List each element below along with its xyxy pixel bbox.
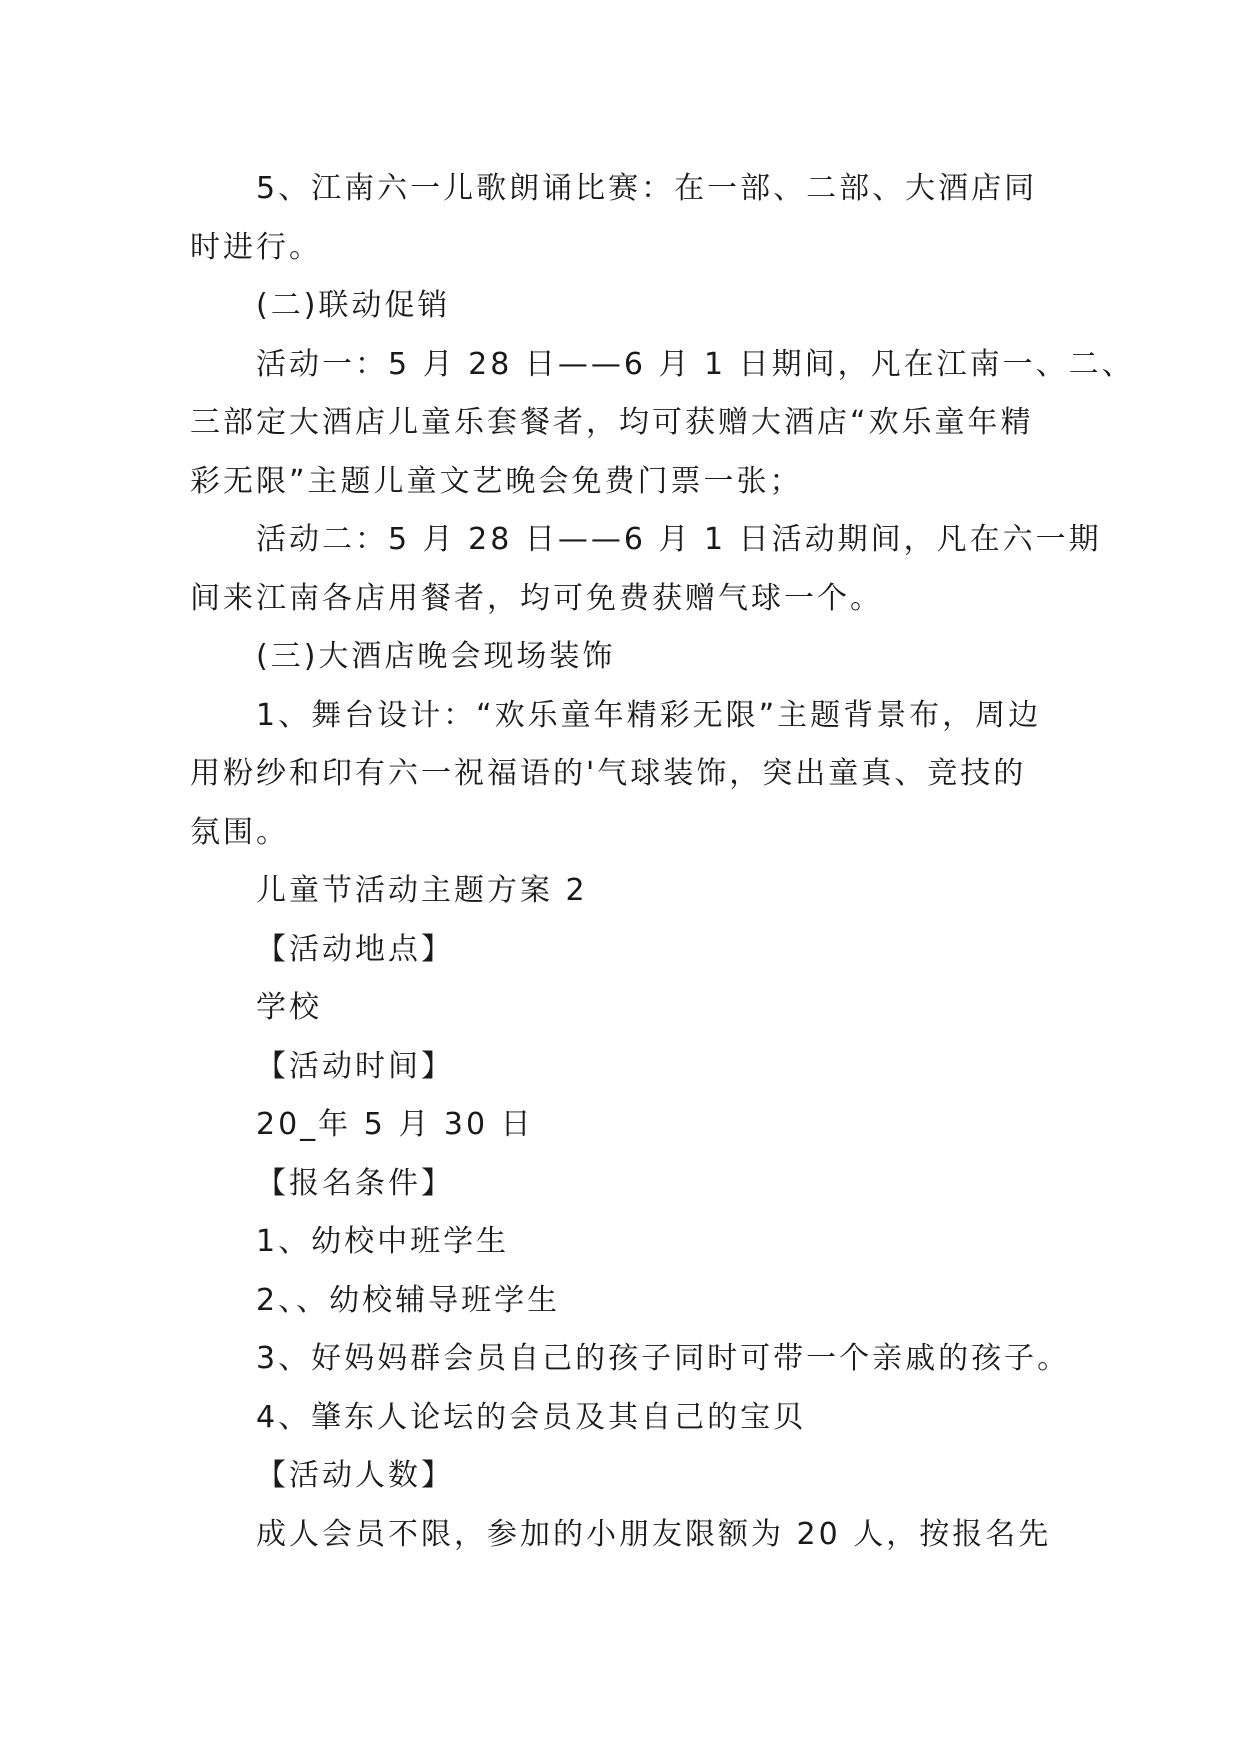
text-line: 3、好妈妈群会员自己的孩子同时可带一个亲戚的孩子。 (256, 1341, 1071, 1376)
text-line: 氛围。 (190, 814, 289, 850)
text-line: 时进行。 (190, 229, 322, 265)
text-line: 用粉纱和印有六一祝福语的'气球装饰，突出童真、竞技的 (190, 756, 1027, 791)
text-line: (三)大酒店晚会现场装饰 (256, 639, 616, 674)
text-line: 2、、幼校辅导班学生 (256, 1282, 561, 1318)
text-line: 【活动时间】 (256, 1048, 454, 1084)
text-line: 活动一：5 月 28 日——6 月 1 日期间，凡在江南一、二、 (256, 346, 1135, 382)
text-line: 儿童节活动主题方案 2 (256, 873, 588, 908)
text-line: 学校 (256, 990, 322, 1025)
text-line: 【活动人数】 (256, 1458, 454, 1493)
text-line: 三部定大酒店儿童乐套餐者，均可获赠大酒店“欢乐童年精 (190, 405, 1034, 440)
text-line: 活动二：5 月 28 日——6 月 1 日活动期间，凡在六一期 (256, 522, 1102, 557)
text-line: 1、幼校中班学生 (256, 1224, 510, 1259)
text-line: 间来江南各店用餐者，均可免费获赠气球一个。 (190, 580, 883, 616)
text-line: 1、舞台设计：“欢乐童年精彩无限”主题背景布，周边 (256, 697, 1042, 733)
text-line: 20_年 5 月 30 日 (256, 1107, 534, 1142)
text-line: 【活动地点】 (256, 931, 454, 967)
text-line: 彩无限”主题儿童文艺晚会免费门票一张； (190, 463, 803, 499)
text-line: 4、肇东人论坛的会员及其自己的宝贝 (256, 1399, 807, 1435)
text-line: 成人会员不限，参加的小朋友限额为 20 人，按报名先 (256, 1516, 1052, 1552)
document-body (190, 160, 1135, 1564)
text-line: 5、江南六一儿歌朗诵比赛：在一部、二部、大酒店同 (256, 171, 1038, 206)
text-line: 【报名条件】 (256, 1165, 454, 1201)
text-line: (二)联动促销 (256, 288, 451, 323)
